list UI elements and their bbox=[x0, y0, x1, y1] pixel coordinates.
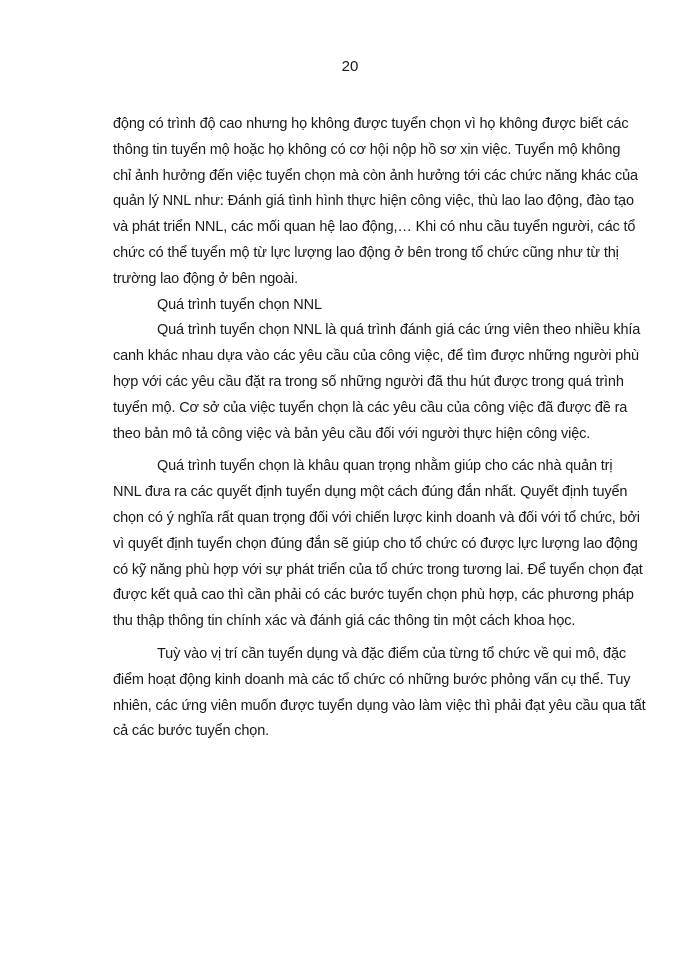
paragraph bbox=[113, 318, 641, 447]
text-line: Quá trình tuyển chọn NNL là quá trình đánh giá các ứng viên theo nhiều khía bbox=[157, 322, 641, 339]
text-line: chọn có ý nghĩa rất quan trọng đối với chiến lược kinh doanh và đối với tổ chức, bởi bbox=[113, 509, 640, 526]
document-body bbox=[113, 112, 646, 745]
text-line: trường lao động ở bên ngoài. bbox=[113, 270, 298, 287]
paragraph bbox=[113, 454, 643, 635]
paragraph bbox=[113, 112, 638, 293]
text-line: động có trình độ cao nhưng họ không được tuyển chọn vì họ không được biết các bbox=[113, 116, 629, 132]
text-line: NNL đưa ra các quyết định tuyển dụng một cách đúng đắn nhất. Quyết định tuyển bbox=[113, 484, 628, 501]
text-line: Quá trình tuyển chọn NNL bbox=[157, 296, 322, 313]
text-line: Tuỳ vào vị trí cần tuyển dụng và đặc điểm của từng tổ chức về qui mô, đặc bbox=[157, 645, 626, 662]
text-line: hợp với các yêu cầu đặt ra trong số những người đã thu hút được trong quá trình bbox=[113, 373, 624, 390]
text-line: được kết quả cao thì cần phải có các bước tuyển chọn phù hợp, các phương pháp bbox=[113, 587, 634, 604]
text-line: chức có thể tuyển mộ từ lực lượng lao động ở bên trong tổ chức cũng như từ thị bbox=[113, 244, 619, 261]
text-line: quản lý NNL như: Đánh giá tình hình thực hiện công việc, thù lao lao động, đào tạo bbox=[113, 193, 634, 210]
text-line: thông tin tuyển mộ hoặc họ không có cơ hội nộp hồ sơ xin việc. Tuyển mộ không bbox=[113, 141, 621, 158]
text-line: chỉ ảnh hưởng đến việc tuyển chọn mà còn ảnh hưởng tới các chức năng khác của bbox=[113, 167, 638, 184]
page-number: 20 bbox=[341, 58, 359, 75]
text-line: tuyển mộ. Cơ sở của việc tuyển chọn là các yêu cầu của công việc đã được đề ra bbox=[113, 399, 628, 416]
text-line: vì quyết định tuyển chọn đúng đắn sẽ giúp cho tổ chức có được lực lượng lao động bbox=[113, 535, 638, 552]
text-line: và phát triển NNL, các mối quan hệ lao động,… Khi có nhu cầu tuyển người, các tổ bbox=[113, 219, 636, 236]
text-line: thu thập thông tin chính xác và đánh giá các thông tin một cách khoa học. bbox=[113, 613, 576, 630]
paragraph bbox=[113, 642, 646, 745]
text-line: Quá trình tuyển chọn là khâu quan trọng nhằm giúp cho các nhà quản trị bbox=[157, 458, 613, 475]
paragraph-spacer bbox=[113, 447, 585, 454]
text-line: canh khác nhau dựa vào các yêu cầu của công việc, để tìm được những người phù bbox=[113, 348, 639, 365]
text-line: nhiên, các ứng viên muốn được tuyển dụng vào làm việc thì phải đạt yêu cầu qua tất bbox=[113, 697, 646, 714]
text-line: cả các bước tuyển chọn. bbox=[113, 723, 270, 740]
section-heading bbox=[113, 293, 585, 319]
text-line: điểm hoạt động kinh doanh mà các tổ chức có những bước phỏng vấn cụ thể. Tuy bbox=[113, 671, 631, 688]
text-line: có kỹ năng phù hợp với sự phát triển của tổ chức trong tương lai. Để tuyển chọn đạt bbox=[113, 561, 643, 578]
paragraph-spacer bbox=[113, 635, 585, 642]
text-line: theo bản mô tả công việc và bản yêu cầu đối với người thực hiện công việc. bbox=[113, 425, 591, 442]
